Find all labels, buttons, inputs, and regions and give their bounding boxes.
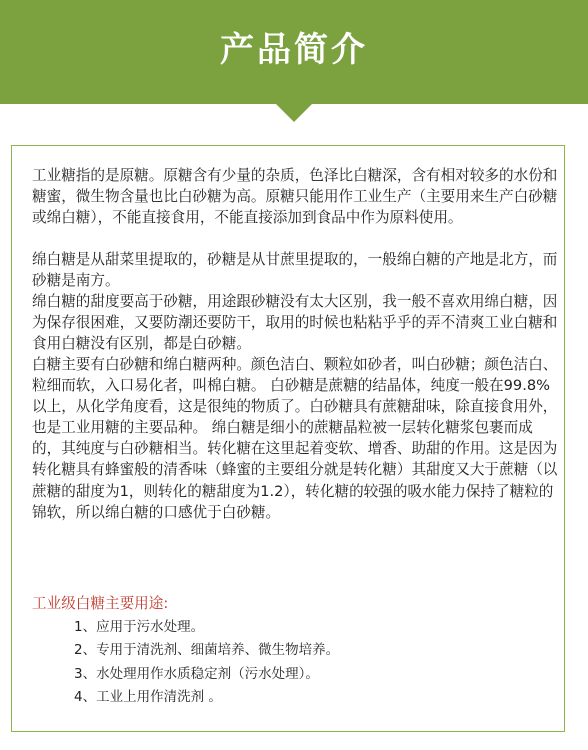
- uses-list-item: 1、应用于污水处理。: [74, 619, 205, 635]
- intro-paragraph-types: 白糖主要有白砂糖和绵白糖两种。颜色洁白、颗粒如砂者，叫白砂糖；颜色洁白、粒细而软，入口易化者，叫棉白糖。 白砂糖是蔗糖的结晶体，纯度一般在99.8%以上，从化学角度看，这是很纯的物质了。白砂糖具有蔗糖甜味，除直接食用外，也是工业用糖的主要品种。 绵白糖是细小的蔗糖晶粒被一层转化糖浆包裹而成的，其纯度与白砂糖相当。转化糖在这里起着变软、增香、助甜的作用。这是因为转化糖具有蜂蜜般的清香味（蜂蜜的主要组分就是转化糖）其甜度又大于蔗糖（以蔗糖的甜度为1，则转化的糖甜度为1.2），转化糖的较强的吸水能力保持了糖粒的锦软，所以绵白糖的口感优于白砂糖。: [32, 356, 558, 521]
- intro-paragraph-sweetness: 绵白糖的甜度要高于砂糖，用途跟砂糖没有太大区别，我一般不喜欢用绵白糖，因为保存很困难，又要防潮还要防干，取用的时候也粘粘乎乎的弄不清爽工业白糖和食用白糖没有区别，都是白砂糖。: [32, 293, 558, 353]
- header-banner: [0, 0, 588, 104]
- intro-paragraph-source: 绵白糖是从甜菜里提取的，砂糖是从甘蔗里提取的，一般绵白糖的产地是北方，而砂糖是南方。: [32, 251, 558, 290]
- page-title: 产品简介: [220, 30, 368, 70]
- uses-list-item: 2、专用于清洗剂、细菌培养、微生物培养。: [74, 642, 340, 659]
- uses-heading: 工业级白糖主要用途:: [32, 595, 169, 612]
- product-description-box: [11, 145, 565, 732]
- intro-paragraph-raw-sugar: 工业糖指的是原糖。原糖含有少量的杂质，色泽比白糖深，含有相对较多的水份和糖蜜，微生物含量也比白砂糖为高。原糖只能用作工业生产（主要用来生产白砂糖或绵白糖），不能直接食用，不能直接添加到食品中作为原料使用。: [32, 167, 558, 227]
- uses-list-item: 4、工业上用作清洗剂 。: [74, 689, 222, 706]
- uses-list: [74, 616, 339, 710]
- uses-list-item: 3、水处理用作水质稳定剂（污水处理）。: [74, 665, 319, 682]
- banner-notch-arrow: [275, 103, 313, 122]
